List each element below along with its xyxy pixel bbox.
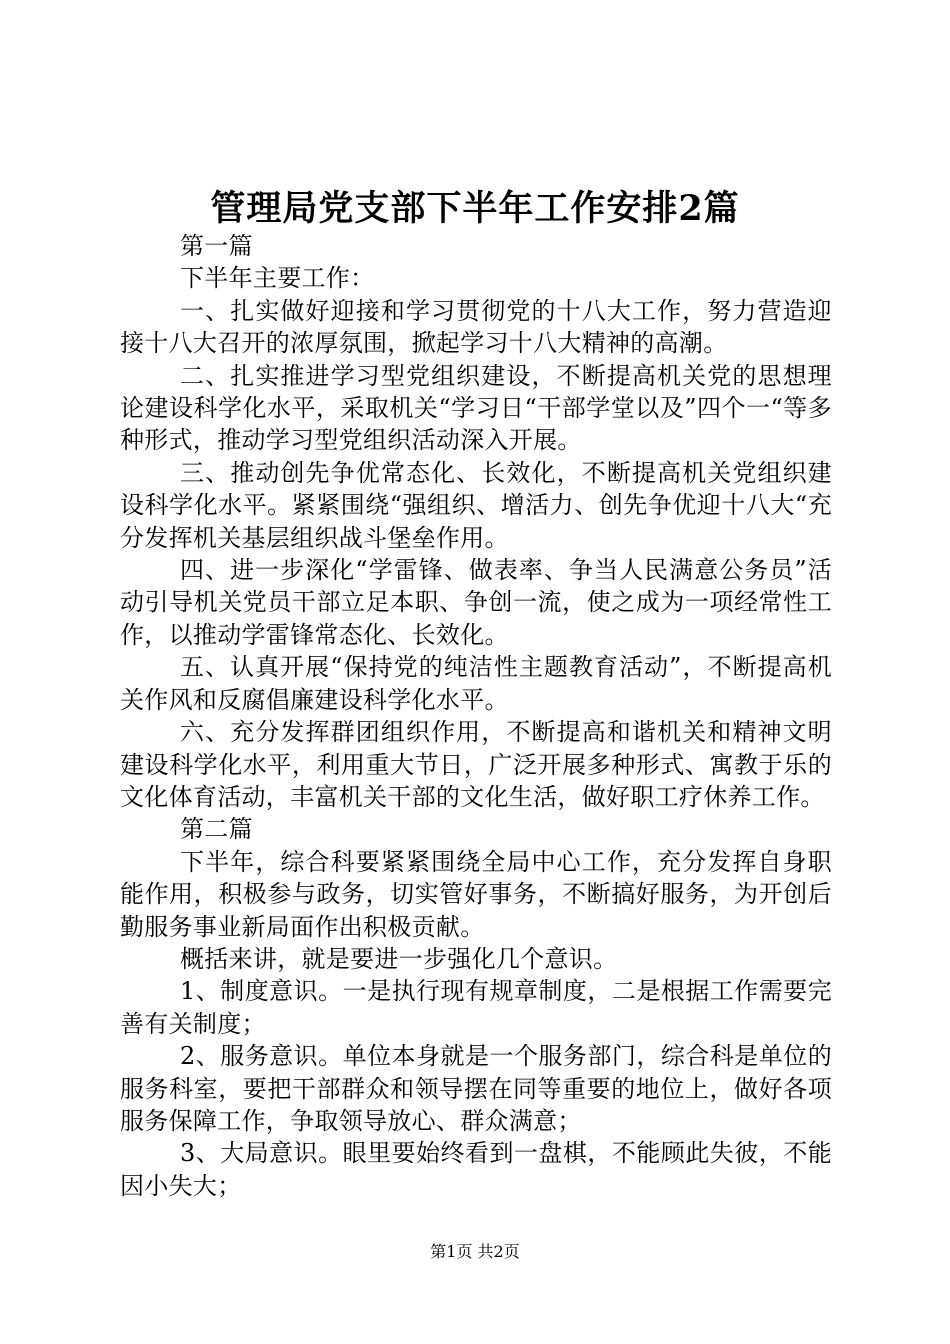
paragraph: 四、进一步深化“学雷锋、做表率、争当人民满意公务员”活动引导机关党员干部立足本职、争创一流，使之成为一项经常性工作，以推动学雷锋常态化、长效化。 bbox=[120, 556, 832, 649]
paragraph: 下半年主要工作： bbox=[180, 264, 375, 293]
document-title: 管理局党支部下半年工作安排2篇 bbox=[210, 188, 740, 229]
section-heading-second: 第二篇 bbox=[180, 815, 253, 844]
paragraph: 2、服务意识。单位本身就是一个服务部门，综合科是单位的服务科室，要把干部群众和领导摆在同等重要的地位上，做好各项服务保障工作，争取领导放心、群众满意； bbox=[120, 1042, 832, 1135]
page-number-footer: 第1页 共2页 bbox=[430, 1242, 520, 1261]
paragraph: 二、扎实推进学习型党组织建设，不断提高机关党的思想理论建设科学化水平，采取机关“学习日“干部学堂以及”四个一“等多种形式，推动学习型党组织活动深入开展。 bbox=[120, 361, 832, 455]
paragraph: 五、认真开展“保持党的纯洁性主题教育活动”，不断提高机关作风和反腐倡廉建设科学化水平。 bbox=[120, 653, 832, 714]
paragraph: 一、扎实做好迎接和学习贯彻党的十八大工作，努力营造迎接十八大召开的浓厚氛围，掀起学习十八大精神的高潮。 bbox=[120, 296, 832, 358]
document-body bbox=[120, 230, 832, 1202]
paragraph: 六、充分发挥群团组织作用，不断提高和谐机关和精神文明建设科学化水平，利用重大节日，广泛开展多种形式、寓教于乐的文化体育活动，丰富机关干部的文化生活，做好职工疗休养工作。 bbox=[120, 718, 832, 811]
section-heading-first: 第一篇 bbox=[180, 232, 253, 260]
paragraph: 下半年，综合科要紧紧围绕全局中心工作，充分发挥自身职能作用，积极参与政务，切实管好事务，不断搞好服务，为开创后勤服务事业新局面作出积极贡献。 bbox=[120, 847, 832, 941]
paragraph: 3、大局意识。眼里要始终看到一盘棋，不能顾此失彼，不能因小失大； bbox=[120, 1139, 832, 1200]
paragraph: 概括来讲，就是要进一步强化几个意识。 bbox=[180, 944, 618, 973]
paragraph: 三、推动创先争优常态化、长效化，不断提高机关党组织建设科学化水平。紧紧围绕“强组织、增活力、创先争优迎十八大“充分发挥机关基层组织战斗堡垒作用。 bbox=[120, 458, 832, 552]
paragraph: 1、制度意识。一是执行现有规章制度，二是根据工作需要完善有关制度； bbox=[120, 977, 832, 1038]
